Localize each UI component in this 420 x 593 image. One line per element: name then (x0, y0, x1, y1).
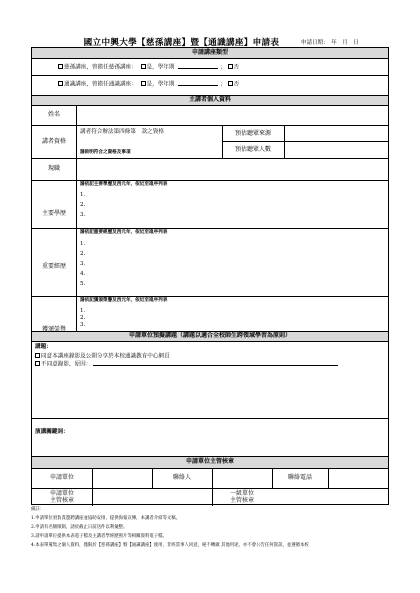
top-head-label-2: 主管核章 (229, 497, 254, 504)
awards-item: 3. (80, 322, 86, 328)
section-lecture-type: 申請講座類型 (191, 49, 228, 56)
consent-yes-checkbox[interactable] (35, 353, 40, 358)
education-hint: 請依記主要學歷及西元年，依近至遠序列表 (80, 182, 168, 187)
phone-label: 聯絡電話 (287, 474, 312, 481)
topic-label: 講題： (35, 344, 52, 350)
application-date: 申請日期： 年 月 日 (301, 40, 359, 46)
section-unit-review: 申請單位主管核章 (185, 458, 234, 465)
name-field[interactable] (80, 109, 380, 122)
note-item: 3.請申請單位提供本表電子檔及主講者學經歷照片等相關資料電子檔。 (31, 534, 167, 539)
chair-yes-label: 是，學年期 (146, 64, 175, 71)
experience-item: 1. (80, 241, 86, 247)
experience-item: 5. (80, 281, 86, 287)
experience-item: 4. (80, 271, 86, 277)
consent-reason-field[interactable] (93, 365, 338, 366)
chair-lecture-checkbox[interactable] (58, 64, 63, 69)
awards-item: 1. (80, 308, 86, 314)
keywords-label: 演講關鍵詞： (35, 429, 69, 435)
chair-no-label: 否 (233, 64, 240, 71)
top-head-label-1: 一級單位 (229, 490, 254, 497)
section-speaker-info: 主講者個人資料 (188, 96, 231, 103)
notes-heading: 備註： (31, 507, 45, 512)
contact-label: 聯絡人 (172, 474, 191, 481)
unit-head-label-1: 申請單位 (49, 490, 74, 497)
unit-label: 申請單位 (49, 474, 74, 481)
general-yes-label: 是，學年期 (146, 81, 175, 88)
note-item: 1.申請單位須負責邀聘講座並協助安排，提供海報宣傳，本講者介紹等文稿。 (31, 516, 181, 521)
experience-hint: 請依記重要經歷及西元年，依近至遠序列表 (80, 230, 168, 235)
lecture-type-row-1: 慈孫講座，曾擔任慈孫講座： 是，學年期 ； 否 (58, 64, 239, 71)
section-unit-proposal: 申請單位預擬講題（講題以適合全校師生跨領域學習為原則） (128, 332, 291, 339)
qualification-note: 請敘明符合之資格及事項 (80, 150, 131, 155)
education-item: 3. (80, 212, 86, 218)
consent-no-checkbox[interactable] (35, 361, 40, 366)
experience-label: 重要經歷 (41, 263, 66, 270)
note-item: 4.本表單蒐集之個人資料，僅限於【慈孫講座】暨【通識講座】使用，非經當事人同意，絕不轉做 其他用途，亦不會公告任何資訊，並遵循本校 (31, 543, 309, 548)
name-label: 姓名 (47, 111, 60, 118)
education-item: 1. (80, 192, 86, 198)
chair-term-field[interactable] (178, 68, 218, 69)
chair-yes-checkbox[interactable] (141, 64, 146, 69)
consent-yes-label: 同意本講座錄影及公開分享於本校通識教育中心網頁 (41, 353, 170, 360)
unit-head-label-2: 主管核章 (49, 497, 74, 504)
general-yes-checkbox[interactable] (141, 81, 146, 86)
chair-lecture-label: 慈孫講座，曾擔任慈孫講座： (64, 64, 137, 71)
awards-item: 2. (80, 315, 86, 321)
awards-label: 獲頒榮譽 (41, 326, 66, 333)
general-term-field[interactable] (178, 85, 218, 86)
general-no-checkbox[interactable] (228, 81, 233, 86)
qualification-label: 講者資格 (41, 138, 66, 145)
qualification-text: 講者符合辦法第四條第 款之資格 (80, 129, 164, 135)
consent-no-row (35, 361, 338, 368)
education-item: 2. (80, 202, 86, 208)
note-item: 2.申請有名額限制，請於截止日前送件以利彙整。 (31, 525, 128, 530)
chair-no-checkbox[interactable] (228, 64, 233, 69)
education-label: 主要學歷 (41, 210, 66, 217)
form-title: 國立中興大學【慈孫講座】暨【通識講座】申請表 (83, 38, 280, 48)
general-no-label: 否 (233, 81, 240, 88)
audience-count-label: 預估聽眾人數 (234, 146, 271, 153)
consent-yes-row (35, 353, 170, 360)
experience-item: 3. (80, 261, 86, 267)
general-lecture-checkbox[interactable] (58, 81, 63, 86)
audience-source-label: 預估聽眾來源 (234, 130, 271, 137)
general-lecture-label: 通識講座，曾擔任通識講座： (64, 81, 137, 88)
lecture-type-row-2: 通識講座，曾擔任通識講座： 是，學年期 ； 否 (58, 81, 239, 88)
experience-item: 2. (80, 251, 86, 257)
application-form-table (31, 47, 389, 505)
consent-no-label: 不同意錄影，原因： (41, 361, 92, 368)
current-post-label: 現職 (47, 165, 60, 172)
awards-hint: 請依記獲頒榮譽及西元年，依近至遠序列表 (80, 298, 168, 303)
